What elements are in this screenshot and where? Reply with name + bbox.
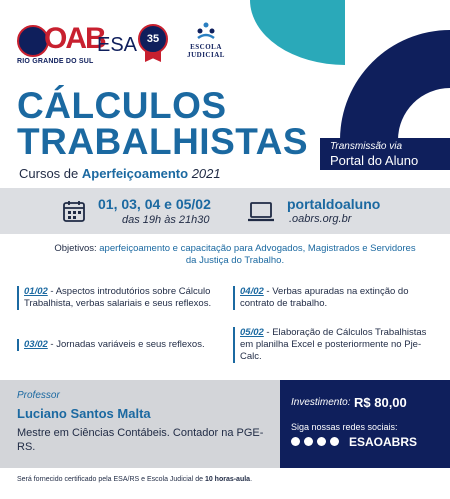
program-item [233,286,433,310]
program-date: 01/02 [24,286,48,297]
footnote-hours: 10 horas-aula [204,476,251,483]
facebook-icon[interactable] [317,437,326,446]
objective-label: Objetivos: [54,243,97,254]
instagram-icon[interactable] [304,437,313,446]
investment-label: Investimento: [291,397,351,408]
investment-value: R$ 80,00 [354,395,407,410]
portal-line-1: Transmissão via [330,141,403,152]
esa-logo-text: ESA [97,34,138,56]
title-line-2: TRABALHISTAS [17,121,309,162]
subtitle-year: 2021 [191,166,221,181]
course-hours: das 19h às 21h30 [122,214,210,226]
portal-badge [320,138,450,170]
objective-text [30,243,440,267]
program-date: 04/02 [240,286,264,297]
footnote-end: . [250,476,253,483]
calendar-icon [62,199,86,223]
program-text: - Jornadas variáveis e seus reflexos. [47,339,205,350]
page-title [17,85,309,162]
subtitle-highlight: Aperfeiçoamento [81,166,189,181]
social-icons [291,437,339,446]
program-item [17,286,217,310]
page-subtitle [19,166,221,181]
portal-site[interactable]: portaldoaluno [287,196,381,212]
objective-line-1: aperfeiçoamento e capacitação para Advogados, Magistrados e Servidores [99,243,416,254]
program-item [17,339,227,351]
oab-logo-text: OAB [44,22,105,55]
certificate-note [17,476,252,483]
twitter-icon[interactable] [291,437,300,446]
subtitle-prefix: Cursos de [19,166,79,181]
portal-line-2: Portal do Aluno [330,153,419,168]
youtube-icon[interactable] [330,437,339,446]
escola-judicial-icon [196,22,216,42]
objective-line-2: da Justiça do Trabalho. [185,255,285,266]
oab-region-text: RIO GRANDE DO SUL [17,58,94,65]
anniversary-seal: 35 [138,24,168,54]
escola-judicial-text: ESCOLA JUDICIAL [187,43,225,59]
social-label: Siga nossas redes sociais: [291,422,398,432]
professor-label: Professor [17,390,60,401]
course-dates: 01, 03, 04 e 05/02 [98,196,211,212]
footnote-text: Será fornecido certificado pela ESA/RS e Escola Judicial de [17,476,205,483]
program-date: 03/02 [24,339,48,350]
laptop-icon [247,201,275,223]
program-text: - Elaboração de Cálculos Trabalhistas em planilha Excel e posteriormente no Pje-Calc. [240,327,427,362]
program-text: - Aspectos introdutórios sobre Cálculo Trabalhista, verbas salariais e seus reflexos. [24,286,212,309]
social-handle[interactable]: ESAOABRS [349,435,418,449]
program-text: - Verbas apuradas na extinção do contrato de trabalho. [240,286,409,309]
professor-description: Mestre em Ciências Contábeis. Contador na PGE-RS. [17,427,264,453]
program-item [233,327,433,363]
portal-domain[interactable]: .oabrs.org.br [289,213,352,225]
title-line-1: CÁLCULOS [17,85,227,126]
program-date: 05/02 [240,327,264,338]
professor-name: Luciano Santos Malta [17,406,151,421]
